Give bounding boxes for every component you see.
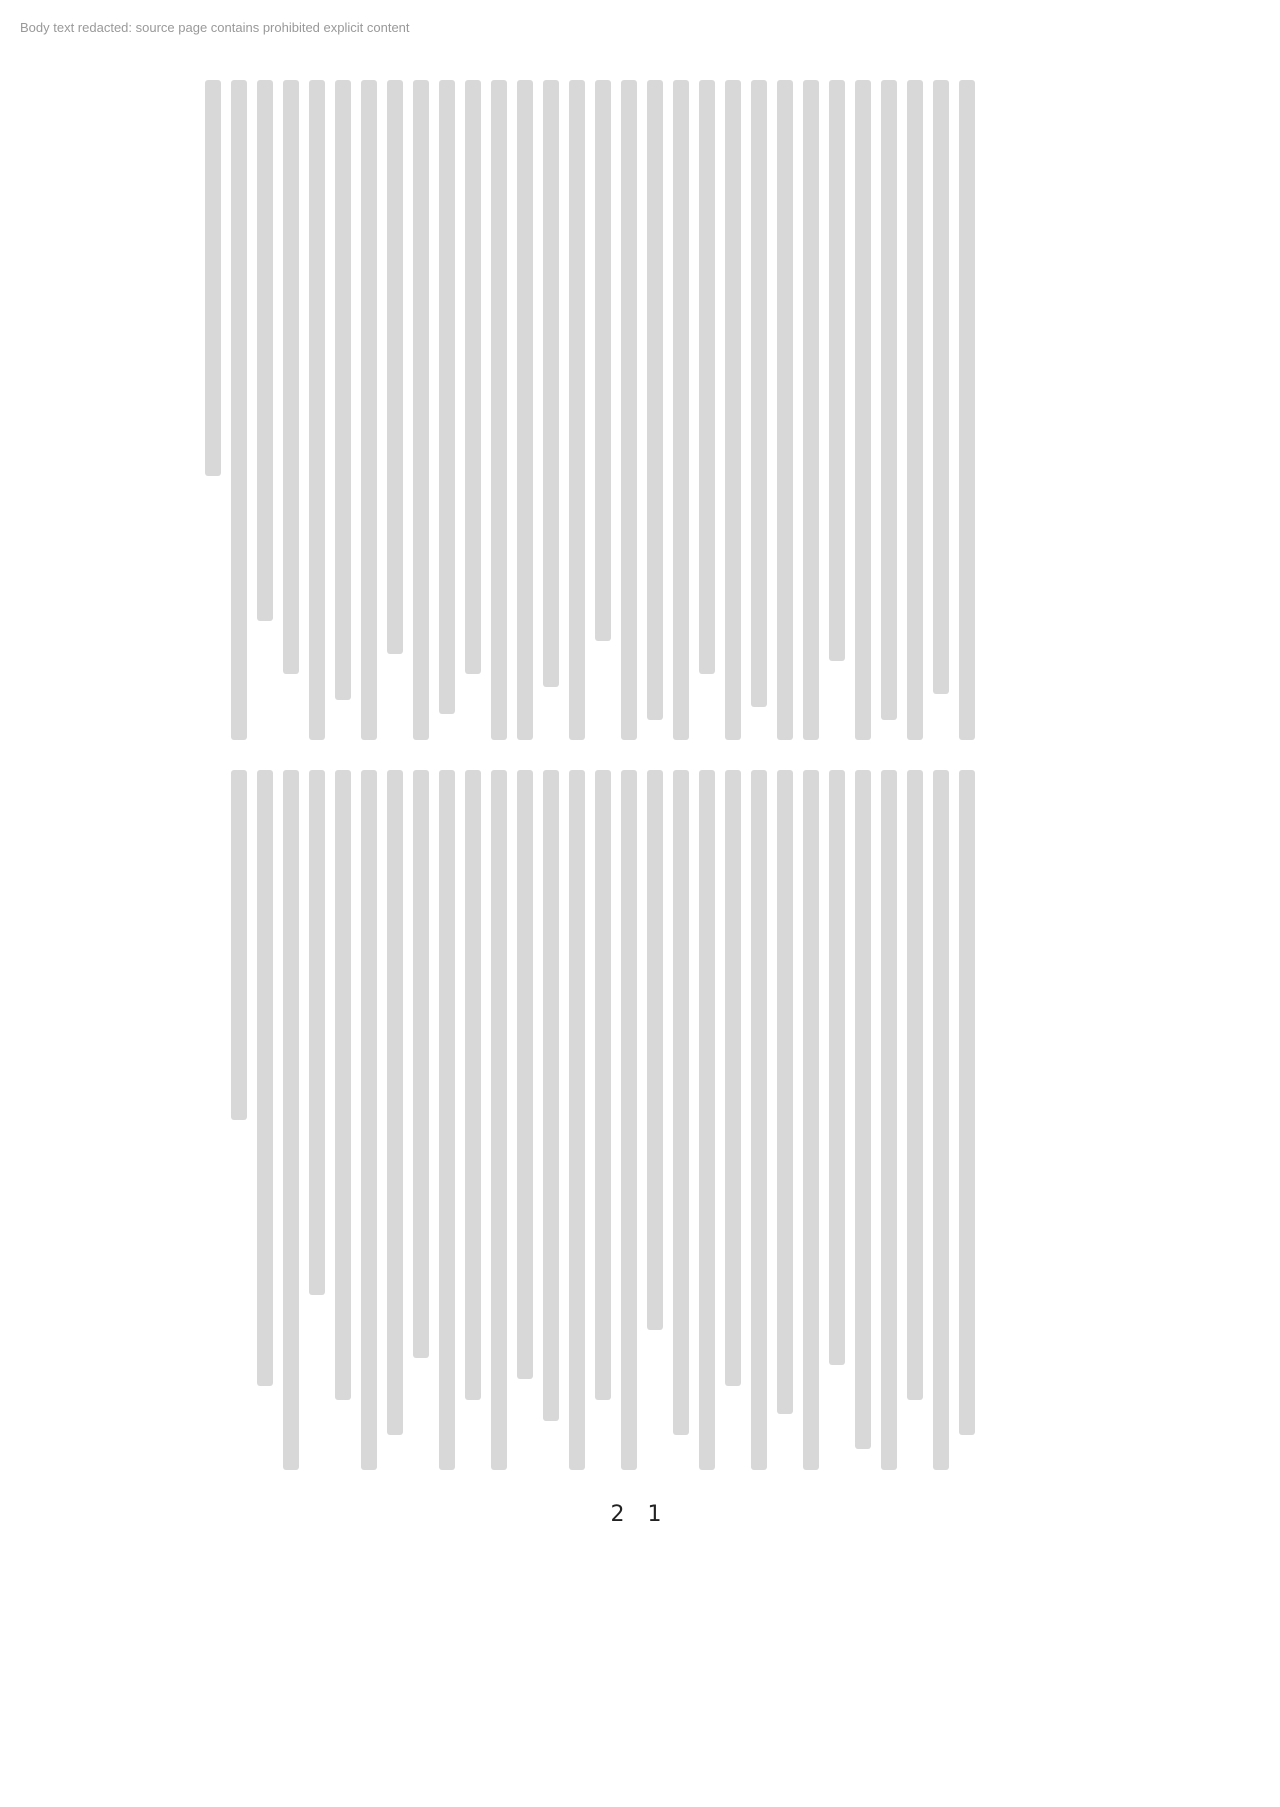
redacted-text-column (595, 770, 611, 1400)
redacted-text-column (543, 80, 559, 687)
redacted-text-column (621, 770, 637, 1470)
redacted-text-column (751, 770, 767, 1470)
redacted-text-column (647, 80, 663, 720)
redacted-text-column (699, 770, 715, 1470)
redacted-text-column (309, 770, 325, 1295)
redacted-text-column (543, 770, 559, 1421)
redacted-text-column (387, 770, 403, 1435)
redacted-text-column (231, 80, 247, 740)
redacted-text-column (907, 770, 923, 1400)
redacted-text-column (335, 770, 351, 1400)
redacted-text-column (621, 80, 637, 740)
redacted-text-column (231, 770, 247, 1120)
redacted-text-column (595, 80, 611, 641)
redacted-text-column (361, 770, 377, 1470)
redacted-text-column (673, 80, 689, 740)
redacted-text-column (361, 80, 377, 740)
redacted-text-column (283, 80, 299, 674)
redacted-text-column (569, 80, 585, 740)
redacted-text-column (959, 80, 975, 740)
redacted-text-column (803, 770, 819, 1470)
redacted-text-column (855, 80, 871, 740)
redacted-text-column (881, 80, 897, 720)
redacted-text-column (829, 770, 845, 1365)
redacted-text-column (465, 770, 481, 1400)
redacted-text-column (907, 80, 923, 740)
redacted-text-column (673, 770, 689, 1435)
redacted-text-column (205, 80, 221, 476)
redacted-text-column (491, 770, 507, 1470)
redacted-text-column (309, 80, 325, 740)
redacted-text-column (491, 80, 507, 740)
redacted-text-column (465, 80, 481, 674)
redacted-text-column (335, 80, 351, 700)
redacted-text-column (517, 770, 533, 1379)
redacted-text-column (777, 770, 793, 1414)
text-block-top (205, 80, 975, 740)
redacted-text-column (439, 80, 455, 714)
redacted-text-column (413, 80, 429, 740)
redacted-text-column (959, 770, 975, 1435)
redacted-text-column (777, 80, 793, 740)
redacted-text-column (699, 80, 715, 674)
redacted-text-column (803, 80, 819, 740)
redacted-text-column (257, 770, 273, 1386)
redacted-text-column (387, 80, 403, 654)
page-number: 2 1 (610, 1502, 670, 1527)
redaction-note: Body text redacted: source page contains prohibited explicit content (20, 20, 410, 35)
redacted-text-column (855, 770, 871, 1449)
redacted-text-column (881, 770, 897, 1470)
redacted-text-column (725, 80, 741, 740)
redacted-text-column (283, 770, 299, 1470)
redacted-text-column (933, 80, 949, 694)
redacted-text-column (647, 770, 663, 1330)
redacted-text-column (829, 80, 845, 661)
redacted-text-column (751, 80, 767, 707)
redacted-text-column (413, 770, 429, 1358)
redacted-text-column (725, 770, 741, 1386)
redacted-text-column (933, 770, 949, 1470)
redacted-text-column (569, 770, 585, 1470)
redacted-text-column (439, 770, 455, 1470)
redacted-text-column (517, 80, 533, 740)
text-block-bottom (231, 770, 975, 1470)
redacted-text-column (257, 80, 273, 621)
